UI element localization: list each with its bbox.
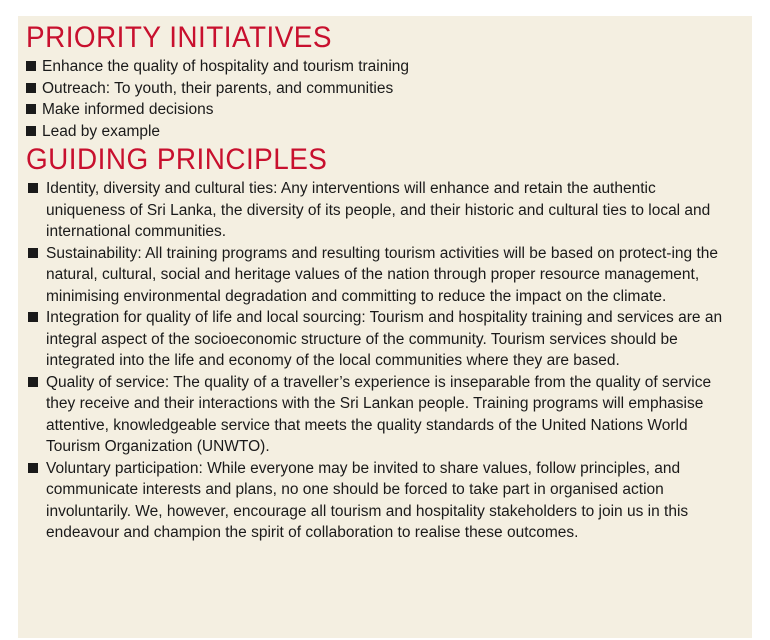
- square-bullet-icon: [26, 83, 36, 93]
- square-bullet-icon: [28, 248, 38, 258]
- square-bullet-icon: [26, 61, 36, 71]
- square-bullet-icon: [28, 183, 38, 193]
- list-item: [26, 78, 738, 100]
- priority-initiatives-list: [26, 56, 738, 142]
- square-bullet-icon: [28, 463, 38, 473]
- square-bullet-icon: [26, 126, 36, 136]
- list-item-text: Outreach: To youth, their parents, and communities: [42, 79, 394, 97]
- list-item-text: Lead by example: [42, 122, 161, 140]
- list-item-text: Make informed decisions: [42, 101, 214, 118]
- square-bullet-icon: [28, 377, 38, 387]
- list-item-text: Enhance the quality of hospitality and tourism training: [42, 58, 410, 75]
- initiatives-panel: [18, 16, 752, 638]
- list-item: [26, 307, 738, 372]
- list-item: [26, 56, 738, 78]
- list-item: [26, 458, 738, 544]
- list-item: [26, 372, 738, 458]
- list-item: [26, 243, 738, 308]
- list-item: [26, 121, 738, 143]
- list-item: [26, 99, 738, 121]
- square-bullet-icon: [28, 312, 38, 322]
- list-item-text: Identity, diversity and cultural ties: Any interventions will enhance and retain the authentic uniqueness of Sri Lanka, the diversity of its people, and their historic and cultural ties to local and international communities.: [46, 180, 711, 240]
- square-bullet-icon: [26, 104, 36, 114]
- list-item-text: Integration for quality of life and local sourcing: Tourism and hospitality training and services are an integral aspect of the socioeconomic structure of the community. Tourism services should be integrated into the life and economy of the local communities where they are based.: [46, 309, 723, 369]
- list-item-text: Quality of service: The quality of a traveller’s experience is inseparable from the quality of service they receive and their interactions with the Sri Lankan people. Training programs will emphasise attentive, knowledgeable service that meets the quality standards of the United Nations World Tourism Organization (UNWTO).: [46, 373, 712, 455]
- list-item-text: Sustainability: All training programs and resulting tourism activities will be based on protect-ing the natural, cultural, social and heritage values of the nation through proper resource management, minimising environmental degradation and committing to reduce the impact on the climate.: [46, 244, 719, 305]
- list-item-text: Voluntary participation: While everyone may be invited to share values, follow principles, and communicate interests and plans, no one should be forced to take part in organised action involuntarily. We, however, encourage all tourism and hospitality stakeholders to join us in this endeavour and champion the spirit of collaboration to realise these outcomes.: [46, 459, 689, 541]
- guiding-principles-list: [26, 178, 738, 544]
- list-item: [26, 178, 738, 243]
- priority-initiatives-heading: PRIORITY INITIATIVES: [26, 21, 332, 54]
- guiding-principles-heading: GUIDING PRINCIPLES: [26, 143, 328, 176]
